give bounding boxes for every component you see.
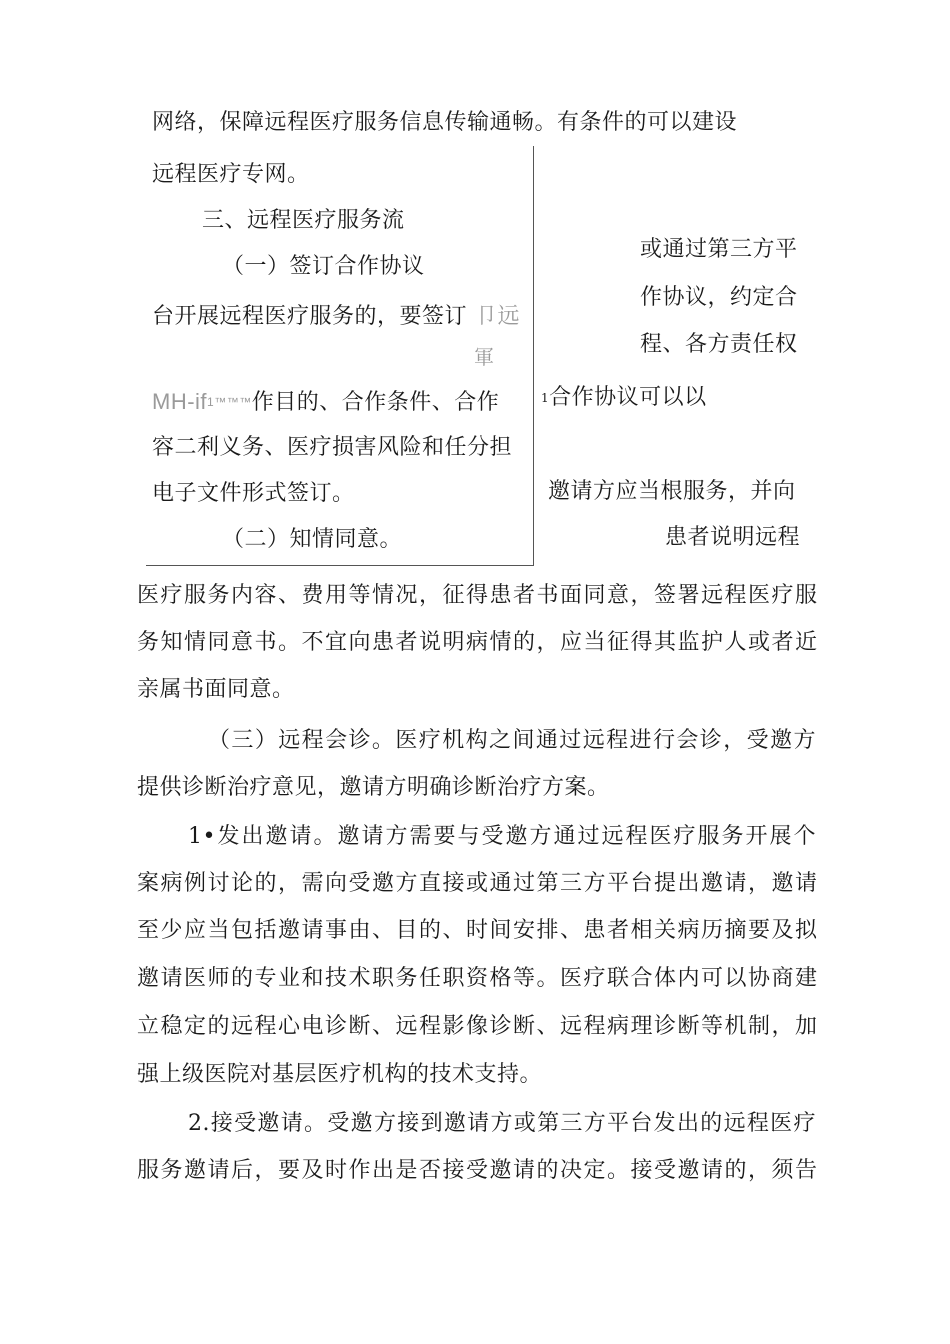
section-heading: 三、远程医疗服务流 xyxy=(202,208,405,233)
text-line: 远程医疗专网。 xyxy=(152,162,310,187)
text-line: 作协议，约定合 xyxy=(640,285,798,310)
text-line: 医疗服务内容、费用等情况，征得患者书面同意，签署远程医疗服 xyxy=(137,583,817,608)
text-line: 或通过第三方平 xyxy=(640,237,798,262)
text-line: 患者说明远程 xyxy=(665,525,801,550)
text-span: 1™™™ xyxy=(207,395,252,409)
text-line: 提供诊断治疗意见，邀请方明确诊断治疗方案。 xyxy=(137,775,610,800)
subsection-heading: （一）签订合作协议 xyxy=(222,254,425,279)
text-line: 立稳定的远程心电诊断、远程影像诊断、远程病理诊断等机制，加 xyxy=(137,1014,817,1039)
table-divider xyxy=(533,146,534,566)
text-line: （三）远程会诊。医疗机构之间通过远程进行会诊，受邀方 xyxy=(208,728,816,753)
text-span: MH-if xyxy=(152,389,208,414)
text-line: 案病例讨论的，需向受邀方直接或通过第三方平台提出邀请，邀请 xyxy=(137,871,817,896)
text-line: 强上级医院对基层医疗机构的技术支持。 xyxy=(137,1062,543,1087)
text-line: 容二利义务、医疗损害风险和任分担 xyxy=(152,435,513,460)
text-span: 卩远 xyxy=(475,303,521,328)
table-bottom-border xyxy=(146,565,534,566)
text-line: 至少应当包括邀请事由、目的、时间安排、患者相关病历摘要及拟 xyxy=(137,918,817,943)
text-line: 2.接受邀请。受邀方接到邀请方或第三方平台发出的远程医疗 xyxy=(188,1111,816,1136)
text-line xyxy=(152,387,499,418)
text-fragment: 軍 xyxy=(474,347,495,369)
text-line: 邀请医师的专业和技术职务任职资格等。医疗联合体内可以协商建 xyxy=(137,966,817,991)
text-line: 电子文件形式签订。 xyxy=(152,481,355,506)
text-span: 1 xyxy=(541,391,550,405)
text-line: 邀请方应当根服务，并向 xyxy=(548,479,796,504)
text-line: 服务邀请后，要及时作出是否接受邀请的决定。接受邀请的，须告 xyxy=(137,1158,817,1183)
text-line: 1•发出邀请。邀请方需要与受邀方通过远程医疗服务开展个 xyxy=(188,824,816,849)
subsection-heading: （二）知情同意。 xyxy=(222,527,403,552)
text-line xyxy=(541,383,707,413)
text-span: 合作协议可以以 xyxy=(549,385,707,410)
text-line: 程、各方责任权 xyxy=(640,332,798,357)
text-line xyxy=(152,301,520,332)
text-span: 作目的、合作条件、合作 xyxy=(251,390,500,415)
text-line: 亲属书面同意。 xyxy=(137,677,295,702)
text-line: 务知情同意书。不宜向患者说明病情的，应当征得其监护人或者近 xyxy=(137,630,817,655)
text-line: 网络，保障远程医疗服务信息传输通畅。有条件的可以建设 xyxy=(152,110,738,135)
text-span: 台开展远程医疗服务的，要签订 xyxy=(152,304,468,329)
